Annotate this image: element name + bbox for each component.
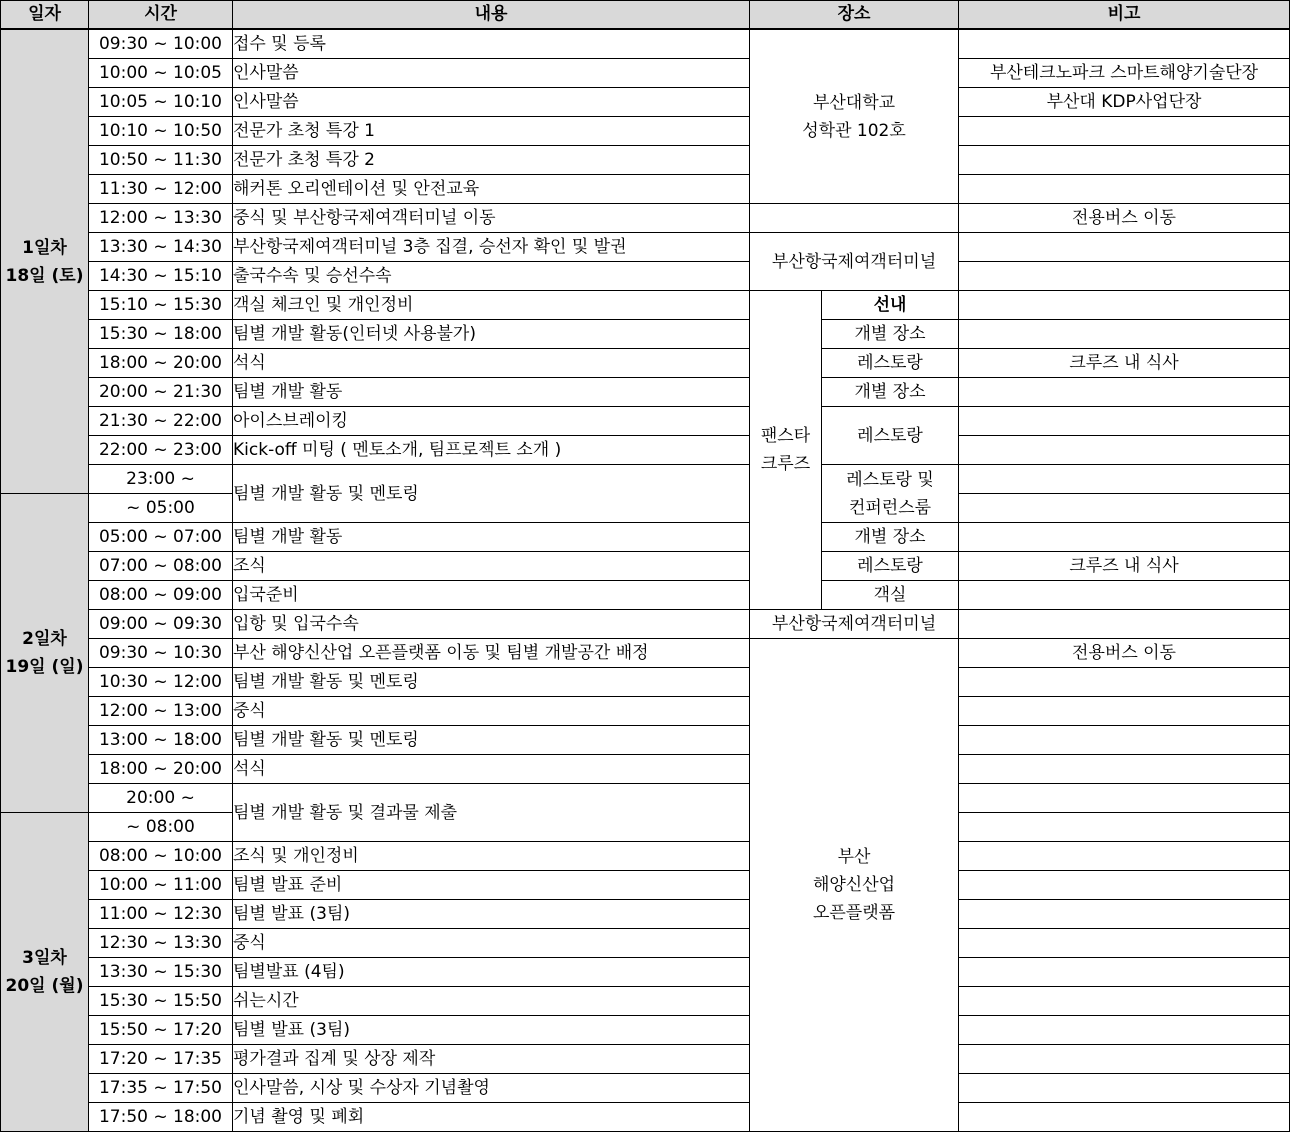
place-line: 해양신산업 [812,875,896,895]
time-cell: 10:00 ~ 11:00 [89,871,233,900]
table-row [1,697,1290,726]
table-row [1,1016,1290,1045]
content-cell: 전문가 초청 특강 1 [233,117,750,146]
table-row [1,349,1290,378]
time-cell: 11:30 ~ 12:00 [89,175,233,204]
time-cell: 15:30 ~ 15:50 [89,987,233,1016]
note-cell [959,581,1290,610]
time-cell: 12:00 ~ 13:30 [89,204,233,233]
day-date: 18일 (토) [5,265,84,286]
sub-place-restaurant: 레스토랑 [822,407,959,465]
content-cell: 팀별 발표 (3팀) [233,1016,750,1045]
content-cell: 팀별 개발 활동 [233,523,750,552]
time-cell: 13:30 ~ 14:30 [89,233,233,262]
note-cell [959,929,1290,958]
place-line: 부산대학교 [812,92,896,113]
time-cell: 10:50 ~ 11:30 [89,146,233,175]
content-cell: 해커톤 오리엔테이션 및 안전교육 [233,175,750,204]
header-day: 일자 [1,1,89,30]
note-cell [959,436,1290,465]
place-line: 오픈플랫폼 [812,903,896,923]
note-cell [959,784,1290,813]
time-cell: 20:00 ~ 21:30 [89,378,233,407]
note-cell [959,726,1290,755]
note-cell [959,233,1290,262]
time-cell: 09:30 ~ 10:30 [89,639,233,668]
note-cell [959,987,1290,1016]
place-line: 레스토랑 및 [846,469,934,490]
note-cell [959,668,1290,697]
content-cell: 부산 해양신산업 오픈플랫폼 이동 및 팀별 개발공간 배정 [233,639,750,668]
table-row [1,668,1290,697]
header-note: 비고 [959,1,1290,30]
table-row [1,436,1290,465]
content-cell: 팀별 개발 활동 및 멘토링 [233,668,750,697]
time-cell: 15:30 ~ 18:00 [89,320,233,349]
time-cell: 08:00 ~ 09:00 [89,581,233,610]
table-row [1,291,1290,320]
note-cell [959,494,1290,523]
header-time: 시간 [89,1,233,30]
content-cell: 팀별 개발 활동 및 결과물 제출 [233,784,750,842]
table-row [1,59,1290,88]
table-row [1,900,1290,929]
content-cell: 팀별발표 (4팀) [233,958,750,987]
table-row [1,407,1290,436]
time-cell: ~ 08:00 [89,813,233,842]
time-cell: 13:30 ~ 15:30 [89,958,233,987]
content-cell: 쉬는시간 [233,987,750,1016]
time-cell: 15:10 ~ 15:30 [89,291,233,320]
table-row [1,378,1290,407]
table-row [1,639,1290,668]
day-label: 1일차 [22,237,67,258]
time-cell: ~ 05:00 [89,494,233,523]
note-cell [959,1045,1290,1074]
day-date: 20일 (월) [5,976,84,996]
content-cell: 팀별 발표 (3팀) [233,900,750,929]
time-cell: 10:10 ~ 10:50 [89,117,233,146]
note-cell [959,291,1290,320]
place-line: 팬스타 [760,426,811,446]
time-cell: 17:50 ~ 18:00 [89,1103,233,1132]
content-cell: 조식 및 개인정비 [233,842,750,871]
time-cell: 13:00 ~ 18:00 [89,726,233,755]
note-cell [959,697,1290,726]
time-cell: 09:00 ~ 09:30 [89,610,233,639]
day-cell-2 [1,494,89,813]
note-cell [959,1016,1290,1045]
time-cell: 15:50 ~ 17:20 [89,1016,233,1045]
content-cell: 아이스브레이킹 [233,407,750,436]
note-cell [959,842,1290,871]
note-cell [959,610,1290,639]
table-row [1,204,1290,233]
sub-place-individual: 개별 장소 [822,523,959,552]
time-cell: 11:00 ~ 12:30 [89,900,233,929]
content-cell: 인사말씀 [233,59,750,88]
place-empty [750,204,959,233]
time-cell: 17:20 ~ 17:35 [89,1045,233,1074]
table-row [1,523,1290,552]
table-row [1,552,1290,581]
place-line: 컨퍼런스룸 [848,497,932,518]
table-row [1,175,1290,204]
content-cell: 출국수속 및 승선수속 [233,262,750,291]
sub-place-restaurant-conference [822,465,959,523]
time-cell: 05:00 ~ 07:00 [89,523,233,552]
time-cell: 21:30 ~ 22:00 [89,407,233,436]
time-cell: 23:00 ~ [89,465,233,494]
table-row [1,88,1290,117]
content-cell: 평가결과 집계 및 상장 제작 [233,1045,750,1074]
content-cell: 석식 [233,349,750,378]
note-cell [959,958,1290,987]
note-cell [959,378,1290,407]
content-cell: 팀별 개발 활동(인터넷 사용불가) [233,320,750,349]
header-place: 장소 [750,1,959,30]
content-cell: Kick-off 미팅 ( 멘토소개, 팀프로젝트 소개 ) [233,436,750,465]
time-cell: 14:30 ~ 15:10 [89,262,233,291]
place-line: 성학관 102호 [802,120,906,141]
table-row [1,581,1290,610]
note-cell [959,175,1290,204]
table-row [1,610,1290,639]
note-cell [959,813,1290,842]
day-cell-3 [1,813,89,1132]
table-row [1,929,1290,958]
content-cell: 기념 촬영 및 폐회 [233,1103,750,1132]
table-row [1,262,1290,291]
table-row [1,1103,1290,1132]
note-cell [959,523,1290,552]
time-cell: 12:30 ~ 13:30 [89,929,233,958]
table-row [1,233,1290,262]
time-cell: 22:00 ~ 23:00 [89,436,233,465]
place-line: 크루즈 [760,454,811,474]
content-cell: 접수 및 등록 [233,29,750,59]
note-cell: 크루즈 내 식사 [959,552,1290,581]
place-cruise [750,291,822,610]
day-label: 3일차 [22,948,67,968]
place-terminal: 부산항국제여객터미널 [750,233,959,291]
content-cell: 인사말씀, 시상 및 수상자 기념촬영 [233,1074,750,1103]
table-row [1,29,1290,59]
table-row [1,755,1290,784]
place-line: 부산 [837,847,871,867]
time-cell: 10:00 ~ 10:05 [89,59,233,88]
content-cell: 중식 [233,697,750,726]
note-cell [959,900,1290,929]
table-row [1,1074,1290,1103]
time-cell: 10:30 ~ 12:00 [89,668,233,697]
place-open-platform [750,639,959,1132]
day-cell-1 [1,29,89,494]
note-cell: 부산대 KDP사업단장 [959,88,1290,117]
day-label: 2일차 [22,629,67,649]
table-row [1,871,1290,900]
note-cell [959,117,1290,146]
sub-place-individual: 개별 장소 [822,378,959,407]
content-cell: 석식 [233,755,750,784]
note-cell: 전용버스 이동 [959,639,1290,668]
content-cell: 입국준비 [233,581,750,610]
time-cell: 09:30 ~ 10:00 [89,29,233,59]
content-cell: 팀별 발표 준비 [233,871,750,900]
note-cell [959,407,1290,436]
note-cell [959,465,1290,494]
content-cell: 입항 및 입국수속 [233,610,750,639]
table-row [1,146,1290,175]
sub-place-cabin: 객실 [822,581,959,610]
time-cell: 17:35 ~ 17:50 [89,1074,233,1103]
note-cell: 크루즈 내 식사 [959,349,1290,378]
header-content: 내용 [233,1,750,30]
content-cell: 팀별 개발 활동 및 멘토링 [233,465,750,523]
content-cell: 인사말씀 [233,88,750,117]
content-cell: 중식 및 부산항국제여객터미널 이동 [233,204,750,233]
note-cell [959,755,1290,784]
note-cell [959,1074,1290,1103]
sub-place-restaurant: 레스토랑 [822,552,959,581]
time-cell: 18:00 ~ 20:00 [89,755,233,784]
content-cell: 중식 [233,929,750,958]
note-cell: 전용버스 이동 [959,204,1290,233]
content-cell: 팀별 개발 활동 및 멘토링 [233,726,750,755]
table-row [1,117,1290,146]
table-row [1,320,1290,349]
table-row [1,465,1290,494]
content-cell: 조식 [233,552,750,581]
time-cell: 07:00 ~ 08:00 [89,552,233,581]
note-cell [959,871,1290,900]
note-cell [959,262,1290,291]
content-cell: 부산항국제여객터미널 3층 집결, 승선자 확인 및 발권 [233,233,750,262]
note-cell [959,29,1290,59]
table-row [1,726,1290,755]
note-cell [959,146,1290,175]
time-cell: 10:05 ~ 10:10 [89,88,233,117]
header-row [1,1,1290,30]
place-terminal: 부산항국제여객터미널 [750,610,959,639]
time-cell: 08:00 ~ 10:00 [89,842,233,871]
table-row [1,958,1290,987]
content-cell: 객실 체크인 및 개인정비 [233,291,750,320]
table-row [1,987,1290,1016]
table-row [1,1045,1290,1074]
note-cell [959,1103,1290,1132]
time-cell: 12:00 ~ 13:00 [89,697,233,726]
note-cell [959,320,1290,349]
sub-place-individual: 개별 장소 [822,320,959,349]
time-cell: 18:00 ~ 20:00 [89,349,233,378]
place-pnu [750,29,959,204]
sub-place-restaurant: 레스토랑 [822,349,959,378]
day-date: 19일 (일) [5,657,84,677]
note-cell: 부산테크노파크 스마트해양기술단장 [959,59,1290,88]
table-row [1,842,1290,871]
time-cell: 20:00 ~ [89,784,233,813]
content-cell: 전문가 초청 특강 2 [233,146,750,175]
table-row [1,784,1290,813]
sub-place-onboard: 선내 [822,291,959,320]
content-cell: 팀별 개발 활동 [233,378,750,407]
